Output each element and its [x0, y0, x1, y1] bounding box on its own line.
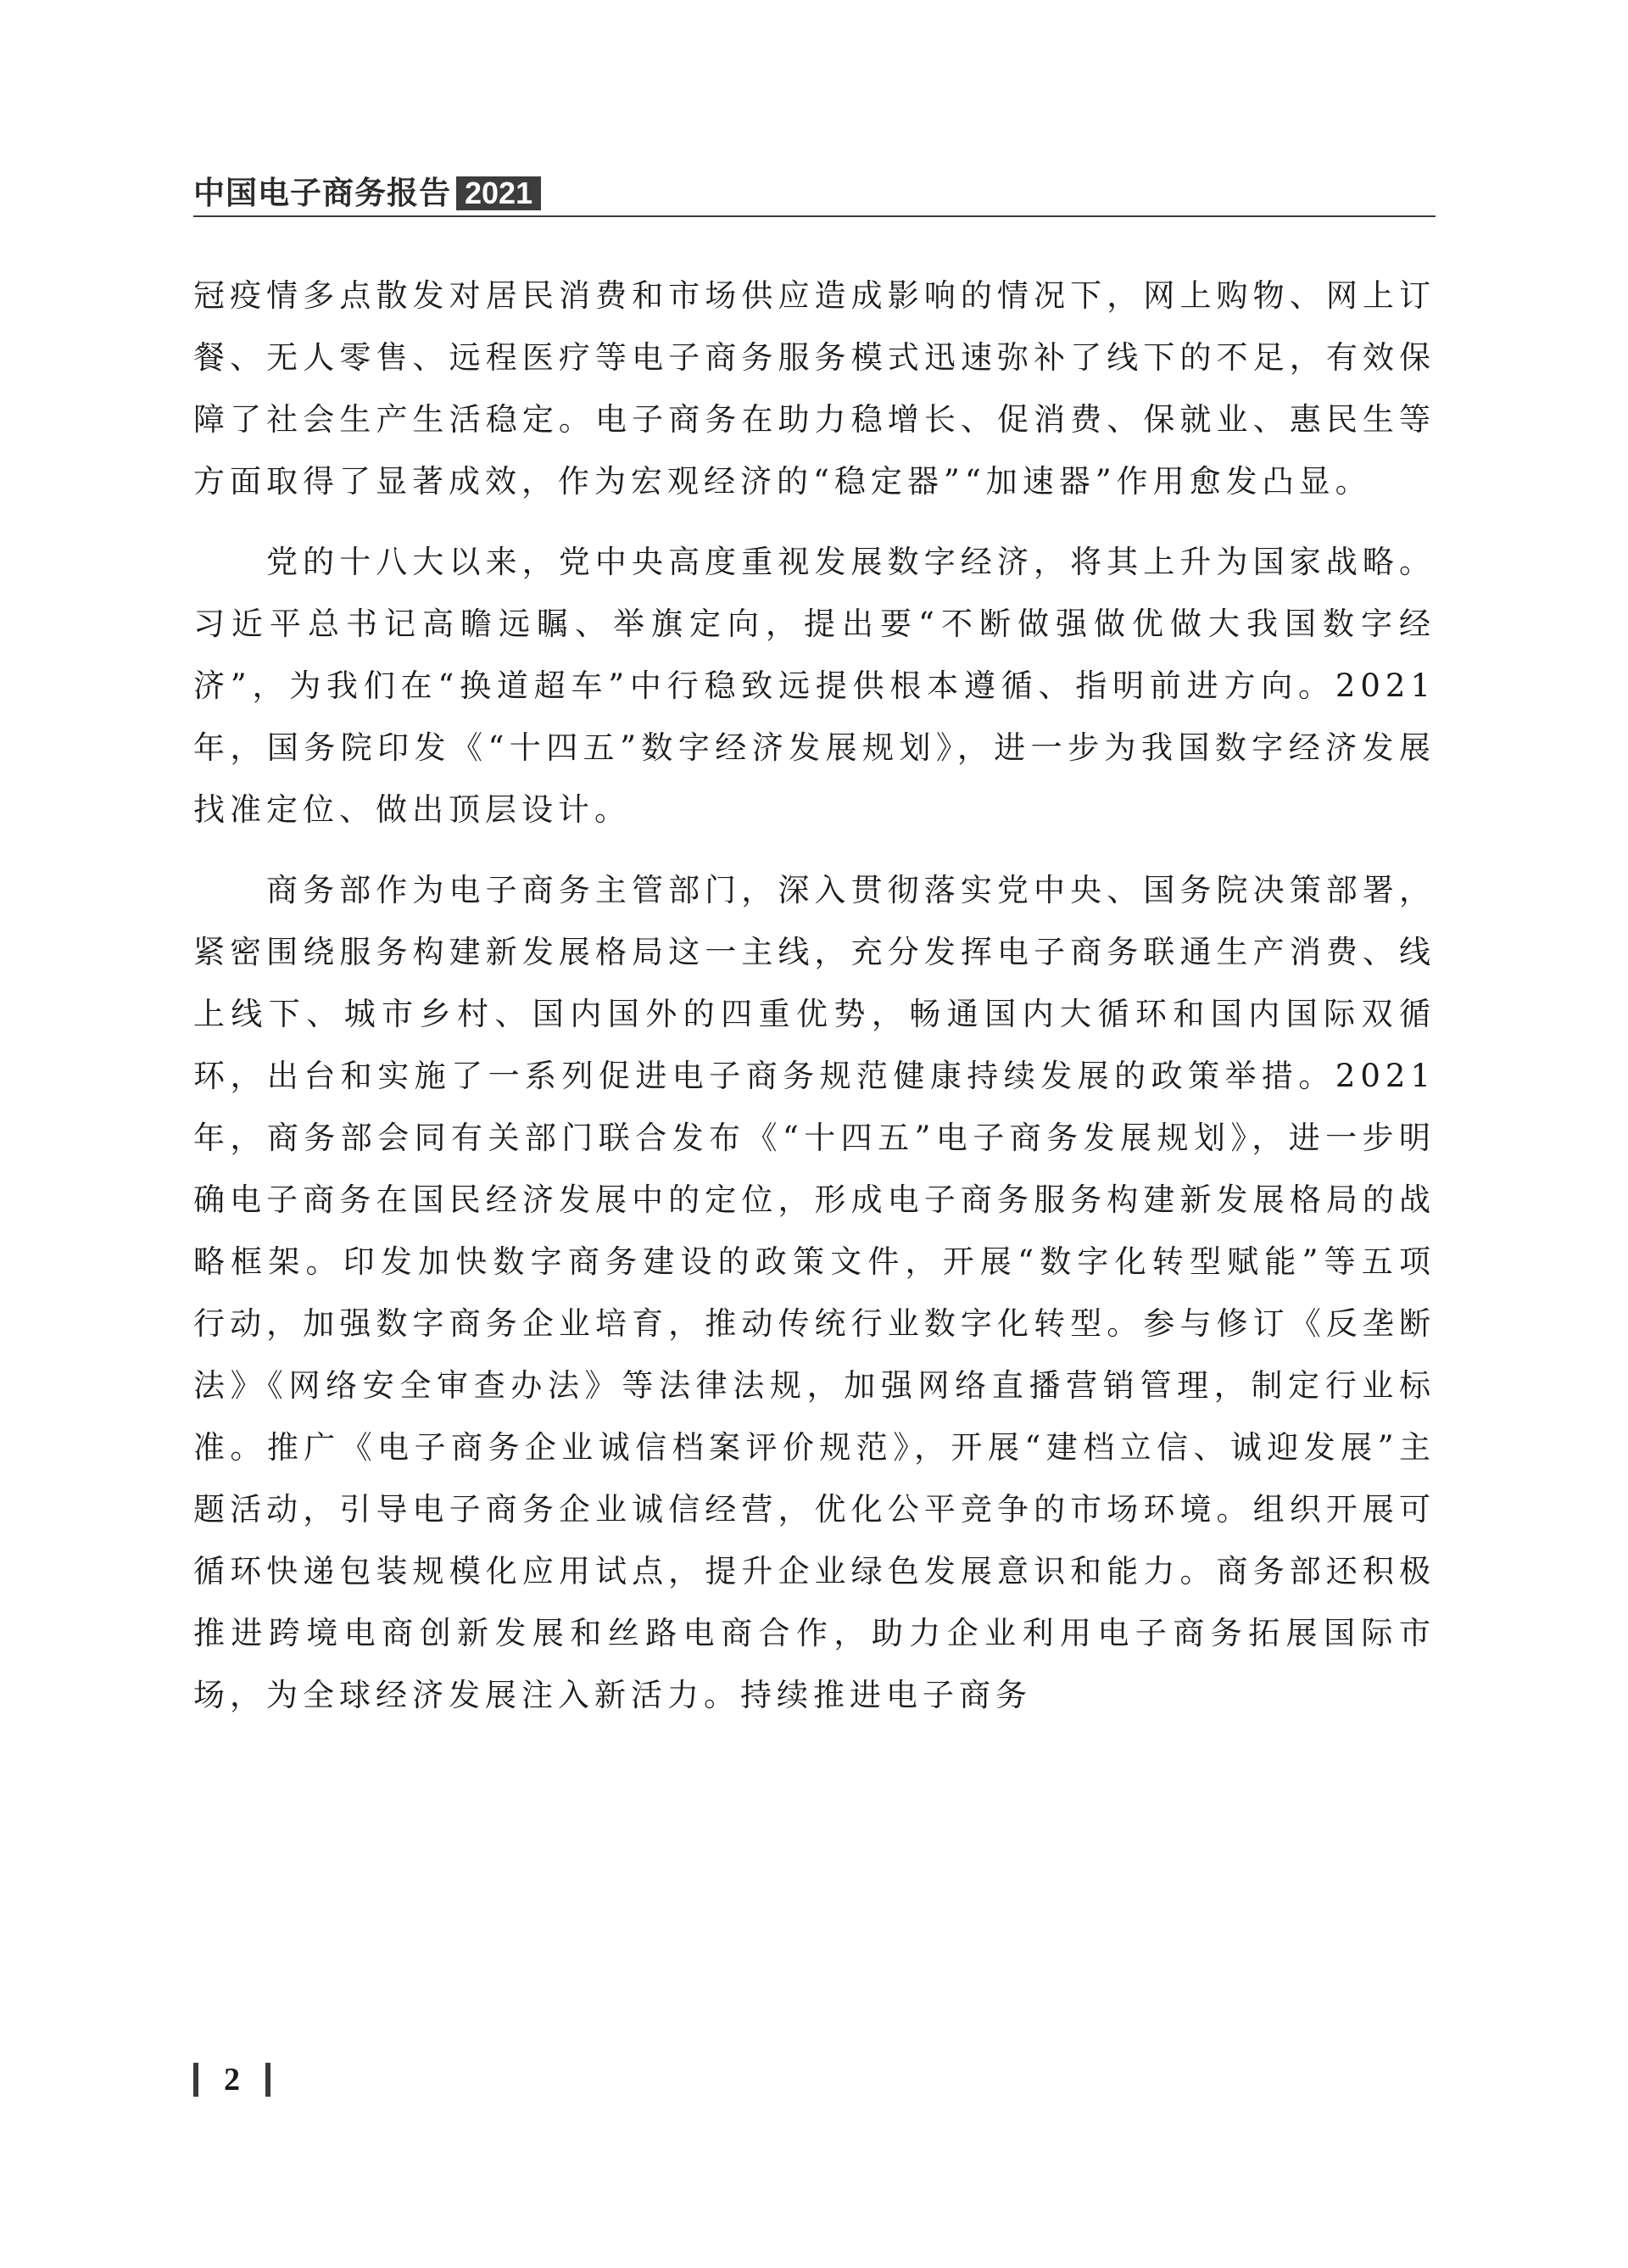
page-footer [193, 2061, 270, 2098]
report-title: 中国电子商务报告 [193, 175, 451, 211]
report-year-badge: 2021 [456, 176, 541, 210]
page-number: 2 [224, 2062, 240, 2098]
body-text [193, 265, 1436, 1745]
footer-bar-right [265, 2063, 270, 2097]
running-header [193, 176, 541, 210]
paragraph-1: 冠疫情多点散发对居民消费和市场供应造成影响的情况下，网上购物、网上订餐、无人零售、远程医疗等电子商务服务模式迅速弥补了线下的不足，有效保障了社会生产生活稳定。电子商务在助力稳增长、促消费、保就业、惠民生等方面取得了显著成效，作为宏观经济的“稳定器”“加速器”作用愈发凸显。 [193, 277, 1436, 500]
paragraph-2: 党的十八大以来，党中央高度重视发展数字经济，将其上升为国家战略。习近平总书记高瞻远瞩、举旗定向，提出要“不断做强做优做大我国数字经济”，为我们在“换道超车”中行稳致远提供根本遵循、指明前进方向。2021 年，国务院印发《“十四五”数字经济发展规划》，进一步为我国数字经济发展找准定位、做出顶层设计。 [193, 544, 1436, 828]
footer-bar-left [193, 2063, 198, 2097]
paragraph-3: 商务部作为电子商务主管部门，深入贯彻落实党中央、国务院决策部署，紧密围绕服务构建新发展格局这一主线，充分发挥电子商务联通生产消费、线上线下、城市乡村、国内国外的四重优势，畅通国内大循环和国内国际双循环，出台和实施了一系列促进电子商务规范健康持续发展的政策举措。2021 年，商务部会同有关部门联合发布《“十四五”电子商务发展规划》，进一步明确电子商务在国民经济发展中的定位，形成电子商务服务构建新发展格局的战略框架。印发加快数字商务建设的政策文件，开展“数字化转型赋能”等五项行动，加强数字商务企业培育，推动传统行业数字化转型。参与修订《反垄断法》《网络安全审查办法》等法律法规，加强网络直播营销管理，制定行业标准。推广《电子商务企业诚信档案评价规范》，开展“建档立信、诚迎发展”主题活动，引导电子商务企业诚信经营，优化公平竞争的市场环境。组织开展可循环快递包装规模化应用试点，提升企业绿色发展意识和能力。商务部还积极推进跨境电商创新发展和丝路电商合作，助力企业利用电子商务拓展国际市场，为全球经济发展注入新活力。持续推进电子商务 [193, 872, 1436, 1713]
header-divider [193, 215, 1436, 217]
